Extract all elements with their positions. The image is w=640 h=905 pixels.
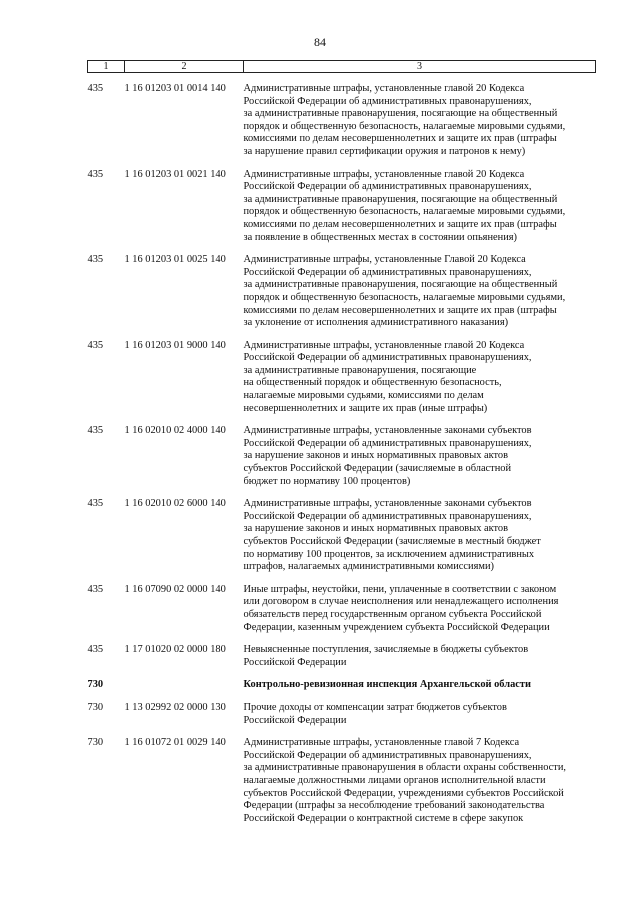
description-line: налагаемые должностными лицами органов исполнительной власти [243,774,546,786]
row-spacer [88,415,596,425]
description-line: за административные правонарушения, посягающие [243,364,477,376]
admin-code-cell: 435 [87,425,104,437]
description-line: за административные правонарушения, посягающие на общественный [243,193,558,205]
budget-code-cell: 1 16 02010 02 4000 140 [124,425,226,437]
description-line: бюджет по нормативу 100 процентов) [243,475,411,487]
description-line: или договором в случае неисполнения или ненадлежащего исполнения [243,596,559,608]
description-line: Административные штрафы, установленные главой 20 Кодекса [243,83,525,94]
row-spacer-cell [88,634,596,644]
table-row [88,340,596,416]
description-line: Административные штрафы, установленные законами субъектов [243,498,532,510]
description-line: по нормативу 100 процентов, за исключением административных [243,548,535,560]
row-spacer [88,574,596,584]
section-header-row [88,679,596,692]
budget-code-cell: 1 16 01203 01 9000 140 [124,339,226,351]
description-line: Административные штрафы, установленные главой 20 Кодекса [243,339,525,351]
table-row [88,254,596,330]
budget-code-cell: 1 17 01020 02 0000 180 [124,644,226,656]
description-line: Российской Федерации [243,714,347,726]
description-line: за уклонение от исполнения административного наказания) [243,317,509,329]
description-line: Невыясненные поступления, зачисляемые в бюджеты субъектов [243,644,529,656]
row-spacer [88,330,596,340]
table-row [88,83,596,159]
description-line: субъектов Российской Федерации (зачисляемые в областной [243,463,512,475]
description-line: Административные штрафы, установленные законами субъектов [243,425,532,437]
row-spacer [88,634,596,644]
table-row [88,737,596,825]
admin-code-cell: 730 [87,679,104,691]
description-line: комиссиями по делам несовершеннолетних и защите их прав (штрафы [243,133,557,145]
description-cell [244,425,596,488]
description-line: комиссиями по делам несовершеннолетних и защите их прав (штрафы [243,304,557,316]
description-line: порядок и общественную безопасность, налагаемые мировыми судьями, [243,120,566,132]
table-header-row [88,61,596,73]
description-line: Российской Федерации о контрактной системе в сфере закупок [243,812,524,824]
row-spacer-cell [88,692,596,702]
row-spacer [88,727,596,737]
description-line: штрафов, налагаемых административными комиссиями) [243,561,494,573]
budget-code-cell: 1 16 01072 01 0029 140 [124,737,226,749]
description-line: Российской Федерации об административных правонарушениях, [243,352,532,364]
admin-code-cell: 730 [87,701,104,713]
description-line: Российской Федерации об административных правонарушениях, [243,749,532,761]
table-row [88,169,596,245]
description-line: обязательств перед государственным органом субъекта Российской [243,608,542,620]
description-cell [244,83,596,159]
description-line: Федерации (штрафы за несоблюдение требований законодательства [243,800,545,812]
description-line: Административные штрафы, установленные главой 7 Кодекса [243,737,520,749]
description-line: за административные правонарушения в области охраны собственности, [243,762,566,774]
description-line: Федерации, казенным учреждением субъекта Российской Федерации [243,621,550,633]
row-spacer [88,73,596,84]
description-line: за появление в общественных местах в состоянии опьянения) [243,231,517,243]
description-cell [244,254,596,330]
budget-code-cell: 1 16 02010 02 6000 140 [124,498,226,510]
admin-code-cell: 435 [87,83,104,94]
description-line: Российской Федерации об административных правонарушениях, [243,95,532,107]
description-cell [244,737,596,825]
description-line: за нарушение правил сертификации оружия и патронов к нему) [243,145,526,157]
description-line: Российской Федерации об административных правонарушениях, [243,510,532,522]
description-line: Иные штрафы, неустойки, пени, уплаченные в соответствии с законом [243,583,557,595]
budget-code-cell [125,679,244,692]
description-line: порядок и общественную безопасность, налагаемые мировыми судьями, [243,291,566,303]
description-cell [244,498,596,574]
column-header-2: 2 [125,61,244,73]
row-spacer [88,692,596,702]
budget-code-cell: 1 13 02992 02 0000 130 [124,701,226,713]
budget-code-cell: 1 16 01203 01 0021 140 [124,168,226,180]
column-header-1: 1 [88,61,125,73]
budget-code-cell: 1 16 01203 01 0014 140 [124,83,226,94]
description-cell [244,679,596,692]
row-spacer-cell [88,488,596,498]
row-spacer [88,159,596,169]
table-row [88,702,596,727]
row-spacer-cell [88,159,596,169]
description-line: порядок и общественную безопасность, налагаемые мировыми судьями, [243,206,566,218]
column-header-3: 3 [244,61,596,73]
income-codes-table [87,60,596,825]
row-spacer-cell [88,73,596,84]
description-line: Административные штрафы, установленные главой 20 Кодекса [243,168,525,180]
admin-code-cell: 435 [87,498,104,510]
description-cell [244,169,596,245]
description-cell [244,584,596,634]
page-number: 84 [314,35,326,49]
table-row [88,498,596,574]
description-line: субъектов Российской Федерации, учреждениями субъектов Российской [243,787,564,799]
description-line: за административные правонарушения, посягающие на общественный [243,279,558,291]
description-line: Российской Федерации об административных правонарушениях, [243,266,532,278]
description-cell [244,340,596,416]
description-cell [244,702,596,727]
admin-code-cell: 435 [87,644,104,656]
description-line: Контрольно-ревизионная инспекция Архангельской области [243,679,531,691]
description-line: Административные штрафы, установленные Главой 20 Кодекса [243,254,526,266]
description-line: за административные правонарушения, посягающие на общественный [243,108,558,120]
row-spacer-cell [88,669,596,679]
budget-code-cell: 1 16 07090 02 0000 140 [124,583,226,595]
table-row [88,425,596,488]
table-body [88,73,596,826]
description-line: Российской Федерации об административных правонарушениях, [243,181,532,193]
table-row [88,644,596,669]
row-spacer-cell [88,727,596,737]
row-spacer-cell [88,330,596,340]
admin-code-cell: 435 [87,168,104,180]
admin-code-cell: 730 [87,737,104,749]
description-line: комиссиями по делам несовершеннолетних и защите их прав (штрафы [243,218,557,230]
description-line: на общественный порядок и общественную безопасность, [243,377,502,389]
description-line: налагаемые мировыми судьями, комиссиями по делам [243,390,484,402]
admin-code-cell: 435 [87,254,104,266]
description-line: Прочие доходы от компенсации затрат бюджетов субъектов [243,701,507,713]
description-line: за нарушение законов и иных нормативных правовых актов [243,450,509,462]
description-line: Российской Федерации [243,656,347,668]
row-spacer-cell [88,574,596,584]
description-cell [244,644,596,669]
budget-code-cell: 1 16 01203 01 0025 140 [124,254,226,266]
table-row [88,584,596,634]
row-spacer [88,488,596,498]
description-line: за нарушение законов и иных нормативных правовых актов [243,523,509,535]
row-spacer [88,244,596,254]
description-line: Российской Федерации об административных правонарушениях, [243,437,532,449]
admin-code-cell: 435 [87,583,104,595]
row-spacer-cell [88,244,596,254]
description-line: несовершеннолетних и защите их прав (иные штрафы) [243,402,488,414]
row-spacer [88,669,596,679]
admin-code-cell: 435 [87,339,104,351]
row-spacer-cell [88,415,596,425]
description-line: субъектов Российской Федерации (зачисляемые в местный бюджет [243,536,541,547]
